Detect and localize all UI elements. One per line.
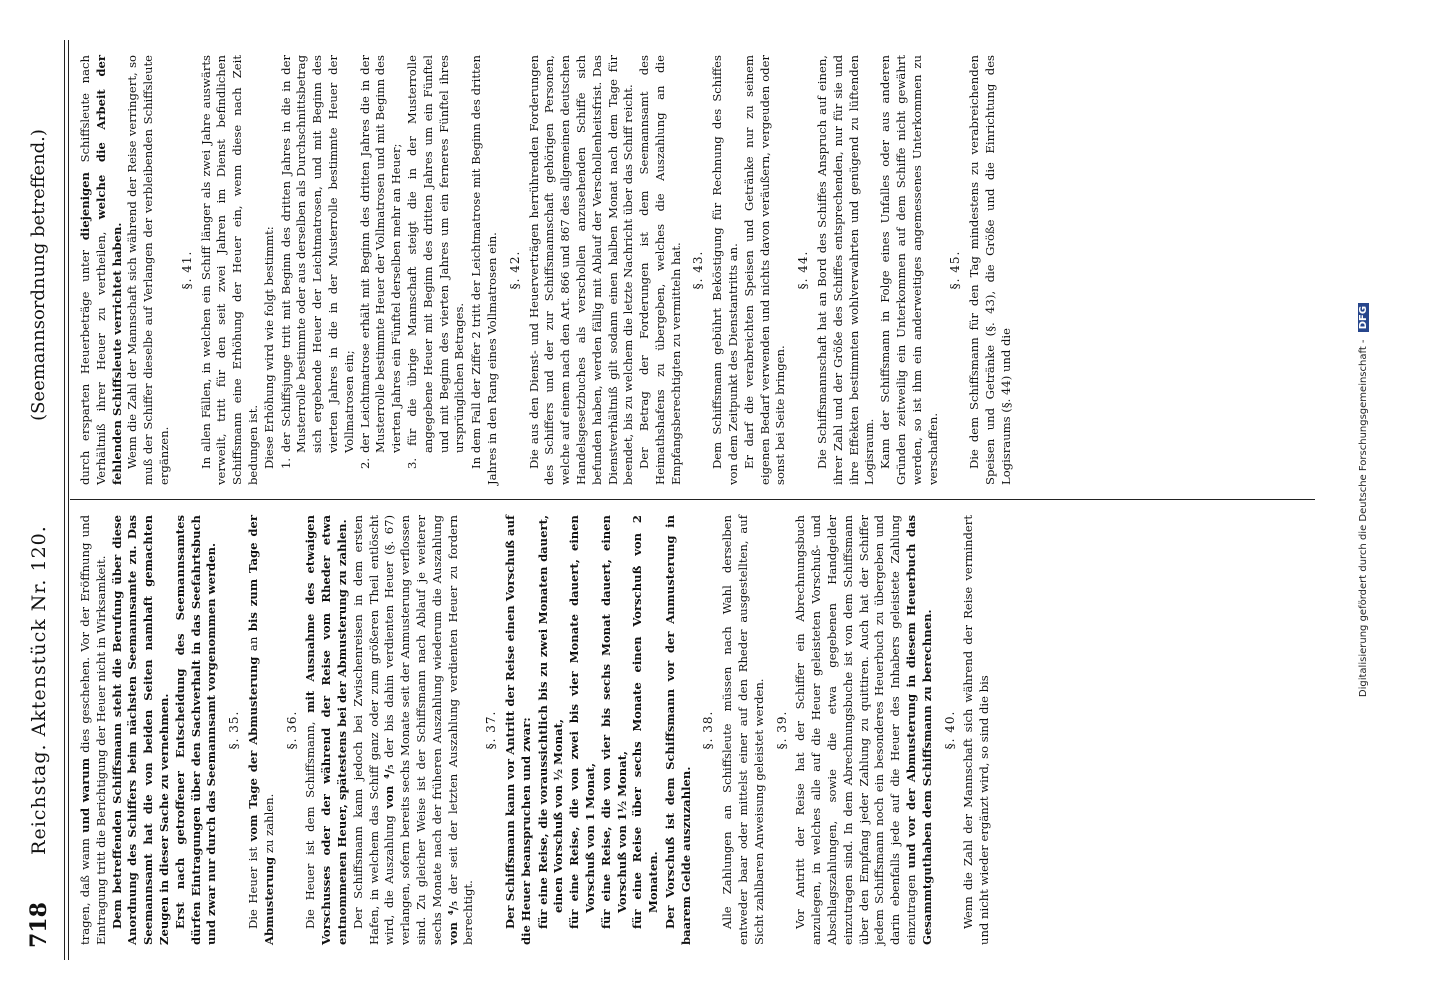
section-heading: §. 44.	[796, 250, 811, 290]
paragraph: Erst nach getroffener Entscheidung des Seemannsamtes dürfen Eintragungen über den Sachverhalt in das Seefahrtsbuch und zwar nur durch das Seemannsamt vorgenommen werden.	[172, 515, 219, 945]
paragraph: Er darf die verabreichten Speisen und Getränke nur zu seinem eigenen Bedarf verwenden und nichts davon veräußern, vergeuden oder sonst bei Seite bringen.	[741, 55, 788, 485]
list-item: 3. für die übrige Mannschaft steigt die in der Musterrolle angegebene Heuer mit Beginn des dritten Jahres um ein Fünftel und mit Beginn des vierten Jahres um ein ferneres Fünftel ihres ursprünglichen Betrages.	[404, 55, 467, 469]
paragraph: Der Betrag der Forderungen ist dem Seemannsamt des Heimathshafens zu übergeben, welches die Auszahlung an die Empfangsberechtigten zu vermitteln hat.	[637, 55, 683, 485]
paragraph: In dem Fall der Ziffer 2 tritt der Leichtmatrose mit Beginn des dritten Jahres in den Rang eines Vollmatrosen ein.	[469, 55, 499, 485]
header-right-title: (Seemannsordnung betreffend.)	[28, 129, 49, 421]
section-heading: §. 42.	[507, 250, 522, 290]
paragraph: Wenn die Zahl der Mannschaft sich während der Reise vermindert und nicht wieder ergänzt wird, so sind die bis	[961, 515, 992, 945]
paragraph: Der Vorschuß ist dem Schiffsmann vor der Anmusterung in baarem Gelde auszuzahlen.	[662, 515, 693, 945]
paragraph: durch ersparten Heuerbeträge unter diejenigen Schiffsleute nach Verhältniß ihrer Heuer zu vertheilen, welche die Arbeit der fehlenden Schiffsleute verrichtet haben.	[78, 54, 124, 485]
section-heading: §. 40.	[942, 710, 957, 750]
paragraph: Der Schiffsmann kann jedoch bei Zwischenreisen in dem ersten Hafen, in welchem das Schiff ganz oder zum größeren Theil entlöscht wird, die Auszahlung von ⁴/₅ der bis dahin verdienten Heuer (§. 67) verlangen, sofern bereits sechs Monate seit der Anmusterung verflossen sind. Zu gleicher Weise ist der Schiffsmann nach Ablauf je weiterer sechs Monate nach der früheren Auszahlung wiederum die Auszahlung von ⁴/₅ der seit der letzten Auszahlung verdienten Heuer zu fordern berechtigt.	[350, 514, 476, 945]
list-item: für eine Reise über sechs Monate einen Vorschuß von 2 Monaten.	[630, 515, 661, 929]
dfg-logo: DFG	[1358, 303, 1369, 332]
paragraph: Diese Erhöhung wird wie folgt bestimmt:	[261, 226, 276, 469]
paragraph: Die Heuer ist dem Schiffsmann, mit Ausnahme des etwaigen Vorschusses oder der während der Reise vom Rheder etwa entnommenen Heuer, spätestens bei der Abmusterung zu zahlen.	[303, 515, 349, 945]
section-heading: §. 43.	[691, 250, 706, 290]
column-divider	[70, 499, 1315, 500]
paragraph: Vor Antritt der Reise hat der Schiffer ein Abrechnungsbuch anzulegen, in welches alle auf die Heuer geleisteten Vorschuß- und Abschlagszahlungen, sowie die etwa gegebenen Handgelder einzutragen sind. In dem Abrechnungsbuche ist von dem Schiffsmann über den Empfang jeder Zahlung zu quittiren. Auch hat der Schiffer jedem Schiffsmann noch ein besonderes Heuerbuch zu übergeben und darin ebenfalls jede auf die Heuer des Inhabers geleistete Zahlung einzutragen und vor der Abmusterung in diesem Heuerbuch das Gesammtguthaben dem Schiffsmann zu berechnen.	[793, 515, 934, 945]
right-column	[78, 55, 1015, 485]
section-heading: §. 35.	[227, 710, 242, 750]
header-rule-double	[68, 40, 69, 960]
paragraph: Wenn die Zahl der Mannschaft sich während der Reise verringert, so muß der Schiffer dieselbe auf Verlangen der verbleibenden Schiffsleute ergänzen.	[125, 55, 171, 485]
footer-text: Digitalisierung gefördert durch die Deutsche Forschungsgemeinschaft -	[1358, 339, 1369, 698]
list	[279, 55, 469, 469]
header-rule	[64, 40, 65, 960]
left-column	[78, 515, 993, 945]
paragraph: Der Schiffsmann kann vor Antritt der Reise einen Vorschuß auf die Heuer beanspruchen und zwar:	[502, 515, 533, 945]
list-item: für eine Reise, die von zwei bis vier Monate dauert, einen Vorschuß von 1 Monat,	[567, 515, 597, 929]
list-item: für eine Reise, die von vier bis sechs Monat dauert, einen Vorschuß von 1½ Monat,	[598, 515, 629, 929]
paragraph: Die Schiffsmannschaft hat an Bord des Schiffes Anspruch auf einen, ihrer Zahl und der Größe des Schiffes entsprechenden, nur für sie und ihre Effekten bestimmten wohlverwahrten und genügend zu lüftenden Logisraum.	[815, 55, 877, 485]
paragraph: Die Heuer ist vom Tage der Abmusterung an bis zum Tage der Abmusterung zu zahlen.	[245, 515, 276, 945]
header-left-title: Reichstag. Aktenstück Nr. 120.	[28, 525, 50, 855]
section-heading: §. 41.	[179, 250, 194, 290]
digitization-footer	[1358, 0, 1369, 1000]
section-heading: §. 38.	[701, 710, 716, 750]
page-number: 718	[26, 902, 52, 948]
list-item: für eine Reise, die voraussichtlich bis zu zwei Monaten dauert, einen Vorschuß von ½ Monat,	[535, 515, 566, 929]
section-heading: §. 36.	[284, 710, 299, 750]
list	[536, 515, 662, 929]
paragraph: In allen Fällen, in welchen ein Schiff länger als zwei Jahre auswärts verweilt, tritt für den seit zwei Jahren im Dienst befindlichen Schiffsmann eine Erhöhung der Heuer ein, wenn diese nach Zeit bedungen ist.	[198, 55, 260, 485]
paragraph: Dem Schiffsmann gebührt Beköstigung für Rechnung des Schiffes von dem Zeitpunkt des Dienstantritts an.	[710, 55, 741, 485]
paragraph: Dem betreffenden Schiffsmann steht die Berufung über diese Anordnung des Schiffers beim nächsten Seemannsamte zu. Das Seemannsamt hat die von beiden Seiten namhaft gemachten Zeugen in dieser Sache zu vernehmen.	[109, 515, 171, 945]
section-heading: §. 39.	[774, 710, 789, 750]
paragraph: Alle Zahlungen an Schiffsleute müssen nach Wahl derselben entweder baar oder mittelst einer auf den Rheder ausgestellten, auf Sicht zahlbaren Anweisung geleistet werden.	[720, 515, 766, 945]
list-item: 1. der Schiffsjunge tritt mit Beginn des dritten Jahres in die in der Musterrolle bestimmte oder aus derselben als Durchschnittsbetrag sich ergebende Heuer der Leichtmatrosen, und mit Beginn des vierten Jahres in die in der Musterrolle bestimmte Heuer der Vollmatrosen ein;	[278, 55, 356, 469]
paragraph: Kann der Schiffsmann in Folge eines Unfalles oder aus anderen Gründen zeitweilig ein Unterkommen auf dem Schiffe nicht gewährt werden, so ist ihm ein anderweitiges angemessenes Unterkommen zu verschaffen.	[878, 55, 940, 485]
page-header	[22, 0, 62, 1000]
list-item: 2. der Leichtmatrose erhält mit Beginn des dritten Jahres die in der Musterrolle bestimmte Heuer der Vollmatrosen und mit Beginn des vierten Jahres ein Fünftel derselben mehr an Heuer;	[357, 55, 404, 469]
section-heading: §. 37.	[484, 710, 499, 750]
paragraph: tragen, daß wann und warum dies geschehen. Vor der Eröffnung und Eintragung tritt die Berichtigung der Heuer nicht in Wirksamkeit.	[78, 515, 108, 945]
paragraph: Die dem Schiffsmann für den Tag mindestens zu verabreichenden Speisen und Getränke (§. 43), die Größe und die Einrichtung des Logisraums (§. 44) und die	[967, 55, 1013, 485]
paragraph: Die aus den Dienst- und Heuerverträgen herrührenden Forderungen des Schiffers und der zur Schiffsmannschaft gehörigen Personen, welche auf einem nach den Art. 866 und 867 des allgemeinen deutschen Handelsgesetzbuches als verschollen anzusehenden Schiffe sich befunden haben, werden fällig mit Ablauf der Verschollenheitsfrist. Das Dienstverhältniß gilt sodann einen halben Monat nach dem Tage für beendet, bis zu welchem die letzte Nachricht über das Schiff reicht.	[526, 55, 636, 485]
section-heading: §. 45.	[948, 250, 963, 290]
